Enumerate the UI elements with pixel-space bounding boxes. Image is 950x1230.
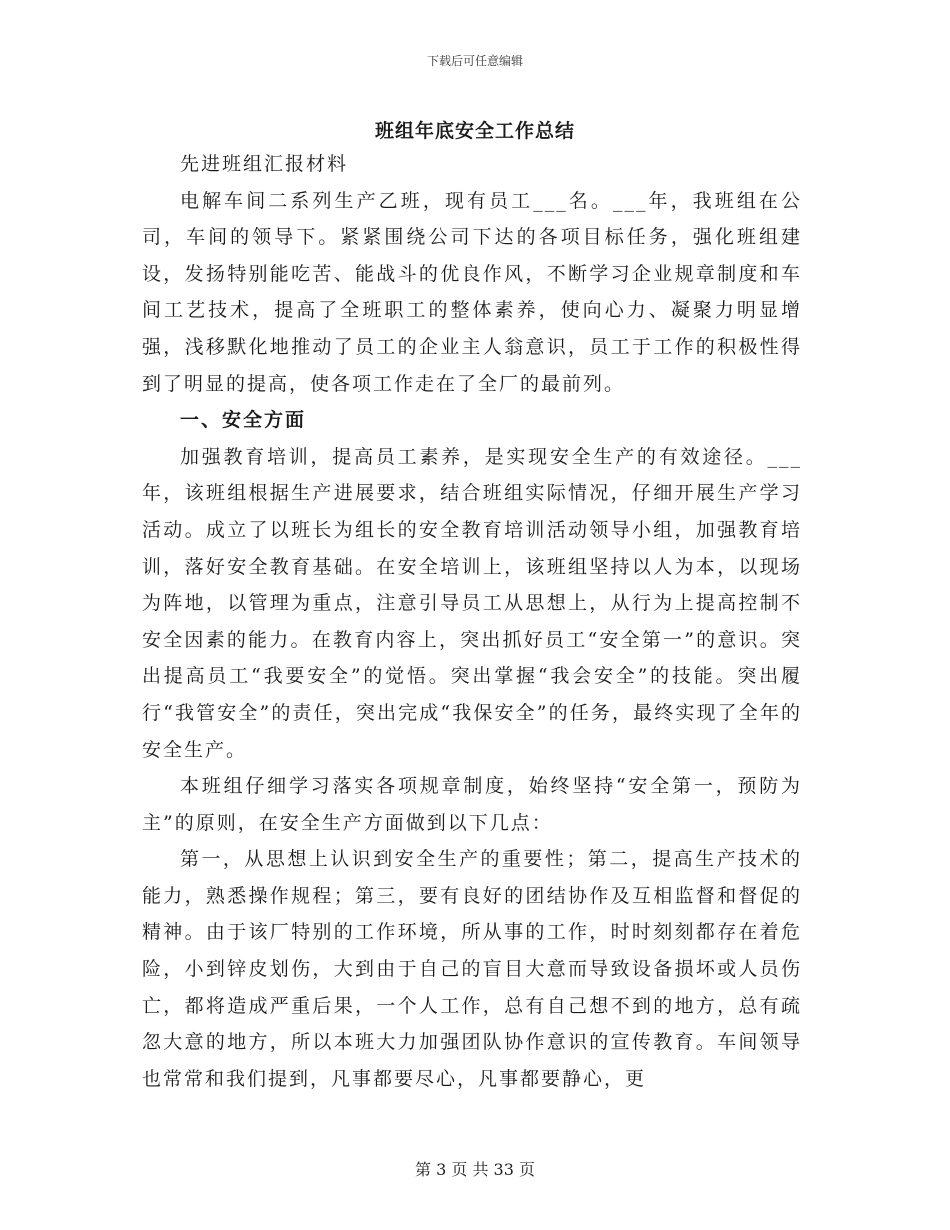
paragraph-intro: 电解车间二系列生产乙班，现有员工___名。___年，我班组在公司，车间的领导下。紧紧围绕公司下达的各项目标任务，强化班组建设，发扬特别能吃苦、能战斗的优良作风，不断学习企业规章制度和车间工艺技术，提高了全班职工的整体素养，使向心力、凝聚力明显增强，浅移默化地推动了员工的企业主人翁意识，员工于工作的积极性得到了明显的提高，使各项工作走在了全厂的最前列。 [142, 189, 802, 395]
section-heading-safety: 一、安全方面 [180, 409, 307, 432]
paragraph-subtitle: 先进班组汇报材料 [180, 153, 349, 175]
page-footer: 第 3 页 共 33 页 [415, 1160, 535, 1179]
paragraph-points: 第一，从思想上认识到安全生产的重要性；第二，提高生产技术的能力，熟悉操作规程；第三，要有良好的团结协作及互相监督和督促的精神。由于该厂特别的工作环境，所从事的工作，时时刻刻都存在着危险，小到锌皮划伤，大到由于自己的盲目大意而导致设备损坏或人员伤亡，都将造成严重后果，一个人工作，总有自己想不到的地方，总有疏忽大意的地方，所以本班大力加强团队协作意识的宣传教育。车间领导也常常和我们提到，凡事都要尽心，凡事都要静心，更 [142, 848, 802, 1090]
document-title: 班组年底安全工作总结 [374, 120, 575, 142]
paragraph-training: 加强教育培训，提高员工素养，是实现安全生产的有效途径。___年，该班组根据生产进展要求，结合班组实际情况，仔细开展生产学习活动。成立了以班长为组长的安全教育培训活动领导小组，加强教育培训，落好安全教育基础。在安全培训上，该班组坚持以人为本，以现场为阵地，以管理为重点，注意引导员工从思想上，从行为上提高控制不安全因素的能力。在教育内容上，突出抓好员工“安全第一”的意识。突出提高员工“我要安全”的觉悟。突出掌握“我会安全”的技能。突出履行“我管安全”的责任，突出完成“我保安全”的任务，最终实现了全年的安全生产。 [142, 445, 802, 761]
document-body [142, 146, 802, 1097]
paragraph-rules: 本班组仔细学习落实各项规章制度，始终坚持“安全第一，预防为主”的原则，在安全生产方面做到以下几点： [142, 775, 802, 834]
page-header: 下载后可任意编辑 [426, 54, 523, 68]
